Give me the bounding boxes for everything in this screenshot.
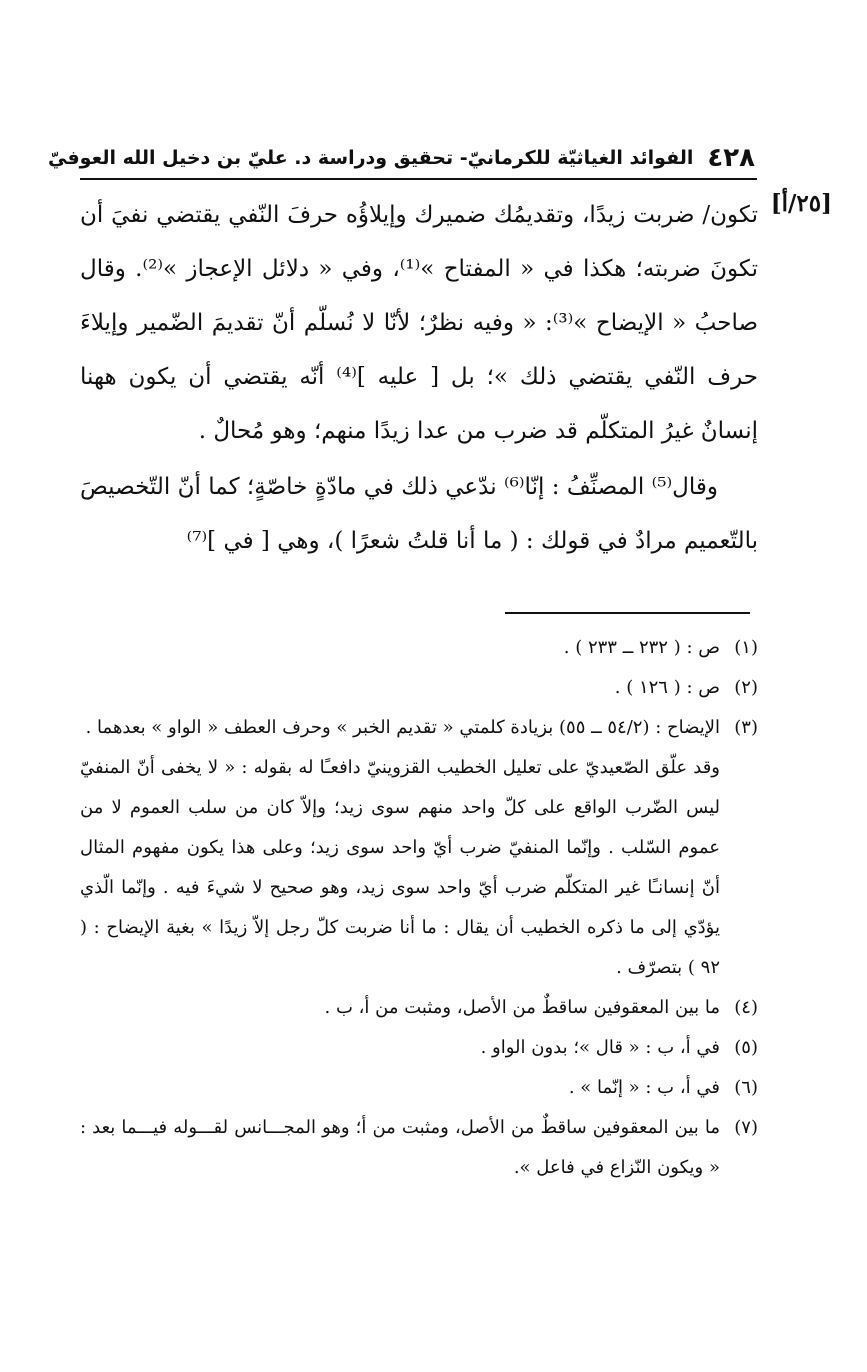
footnote-number: (١) xyxy=(734,637,758,658)
footnote-6 xyxy=(80,1068,758,1108)
footnote-text: في أ، ب : « إنّما » . xyxy=(568,1077,720,1098)
footnote-text: وقد علّق الصّعيديّ على تعليل الخطيب القزوينيّ دافعـًا له بقوله : « لا يخفى أنّ المنفيّ ليس الضّرب الواقع على كلّ واحد منهم سوى زيد؛ وإلاّ كان من سلب العموم لا من عموم السّلب . وإنّما المنفيّ ضرب أيّ واحد سوى زيد؛ وعلى هذا يكون مفهوم المثال أنّ إنسانـًا غير المتكلّم ضرب أيّ واحد سوى زيد، وهو صحيح لا شيءَ فيه . وإنّما الّذي يؤدّي إلى ما ذكره الخطيب أن يقال : ما أنا ضربت كلّ رجل إلاّ زيدًا » بغية الإيضاح : ( ٩٢ ) بتصرّف . xyxy=(80,757,720,978)
footnote-number: (٦) xyxy=(734,1077,758,1098)
footnote-4 xyxy=(80,988,758,1028)
footnote-number: (٢) xyxy=(734,677,758,698)
footnotes xyxy=(80,628,758,1188)
page-number: ٤٢٨ xyxy=(707,143,755,173)
main-text xyxy=(80,188,758,568)
paragraph-2: وقال⁽⁵⁾ المصنِّفُ : إنّا⁽⁶⁾ ندّعي ذلك في مادّةٍ خاصّةٍ؛ كما أنّ التّخصيصَ بالتّعميم مرادٌ في قولك : ( ما أنا قلتُ شعرًا )، وهي [ في ]⁽⁷⁾ xyxy=(80,474,758,554)
footnote-3-continued xyxy=(80,748,758,988)
footnote-number: (٥) xyxy=(734,1037,758,1058)
footnote-2 xyxy=(80,668,758,708)
footnote-text: ص : ( ١٢٦ ) . xyxy=(614,677,720,698)
footnote-text: ما بين المعقوفين ساقطٌ من الأصل، ومثبت من أ، ب . xyxy=(324,997,720,1018)
footnote-7 xyxy=(80,1108,758,1188)
running-header xyxy=(48,140,755,176)
footnote-text: ص : ( ٢٣٢ ــ ٢٣٣ ) . xyxy=(563,637,720,658)
footnote-number: (٤) xyxy=(734,997,758,1018)
footnote-number: (٧) xyxy=(734,1117,758,1138)
footnote-text: في أ، ب : « قال »؛ بدون الواو . xyxy=(480,1037,720,1058)
footnote-text: الإيضاح : (٥٤/٢ ــ ٥٥) بزيادة كلمتي « تقديم الخبر » وحرف العطف « الواو » بعدهما . xyxy=(85,717,720,738)
footnote-number: (٣) xyxy=(734,717,758,738)
header-rule xyxy=(80,178,757,180)
header-title: الفوائد الغياثيّة للكرمانيّ- تحقيق ودراسة د. عليّ بن دخيل الله العوفيّ xyxy=(48,147,694,169)
footnote-text: ما بين المعقوفين ساقطٌ من الأصل، ومثبت من أ؛ وهو المجـــانس لقـــوله فيـــما بعد : « ويكون النّزاع في فاعل ». xyxy=(80,1117,720,1178)
footnote-1 xyxy=(80,628,758,668)
paragraph-1: تكون/ ضربت زيدًا، وتقديمُك ضميرك وإيلاؤُه حرفَ النّفي يقتضي نفيَ أن تكونَ ضربته؛ هكذا في « المفتاح »⁽¹⁾، وفي « دلائل الإعجاز »⁽²⁾. وقال صاحبُ « الإيضاح »⁽³⁾: « وفيه نظرٌ؛ لأنّا لا نُسلّم أنّ تقديمَ الضّمير وإيلاءَ حرف النّفي يقتضي ذلك »؛ بل [ عليه ]⁽⁴⁾ أنّه يقتضي أن يكون ههنا إنسانٌ غيرُ المتكلّم قد ضرب من عدا زيدًا منهم؛ وهو مُحالٌ . xyxy=(80,202,759,444)
folio-marker: [٢٥/أ] xyxy=(770,190,832,217)
footnote-rule xyxy=(505,612,750,614)
footnote-3 xyxy=(80,708,758,748)
footnote-5 xyxy=(80,1028,758,1068)
